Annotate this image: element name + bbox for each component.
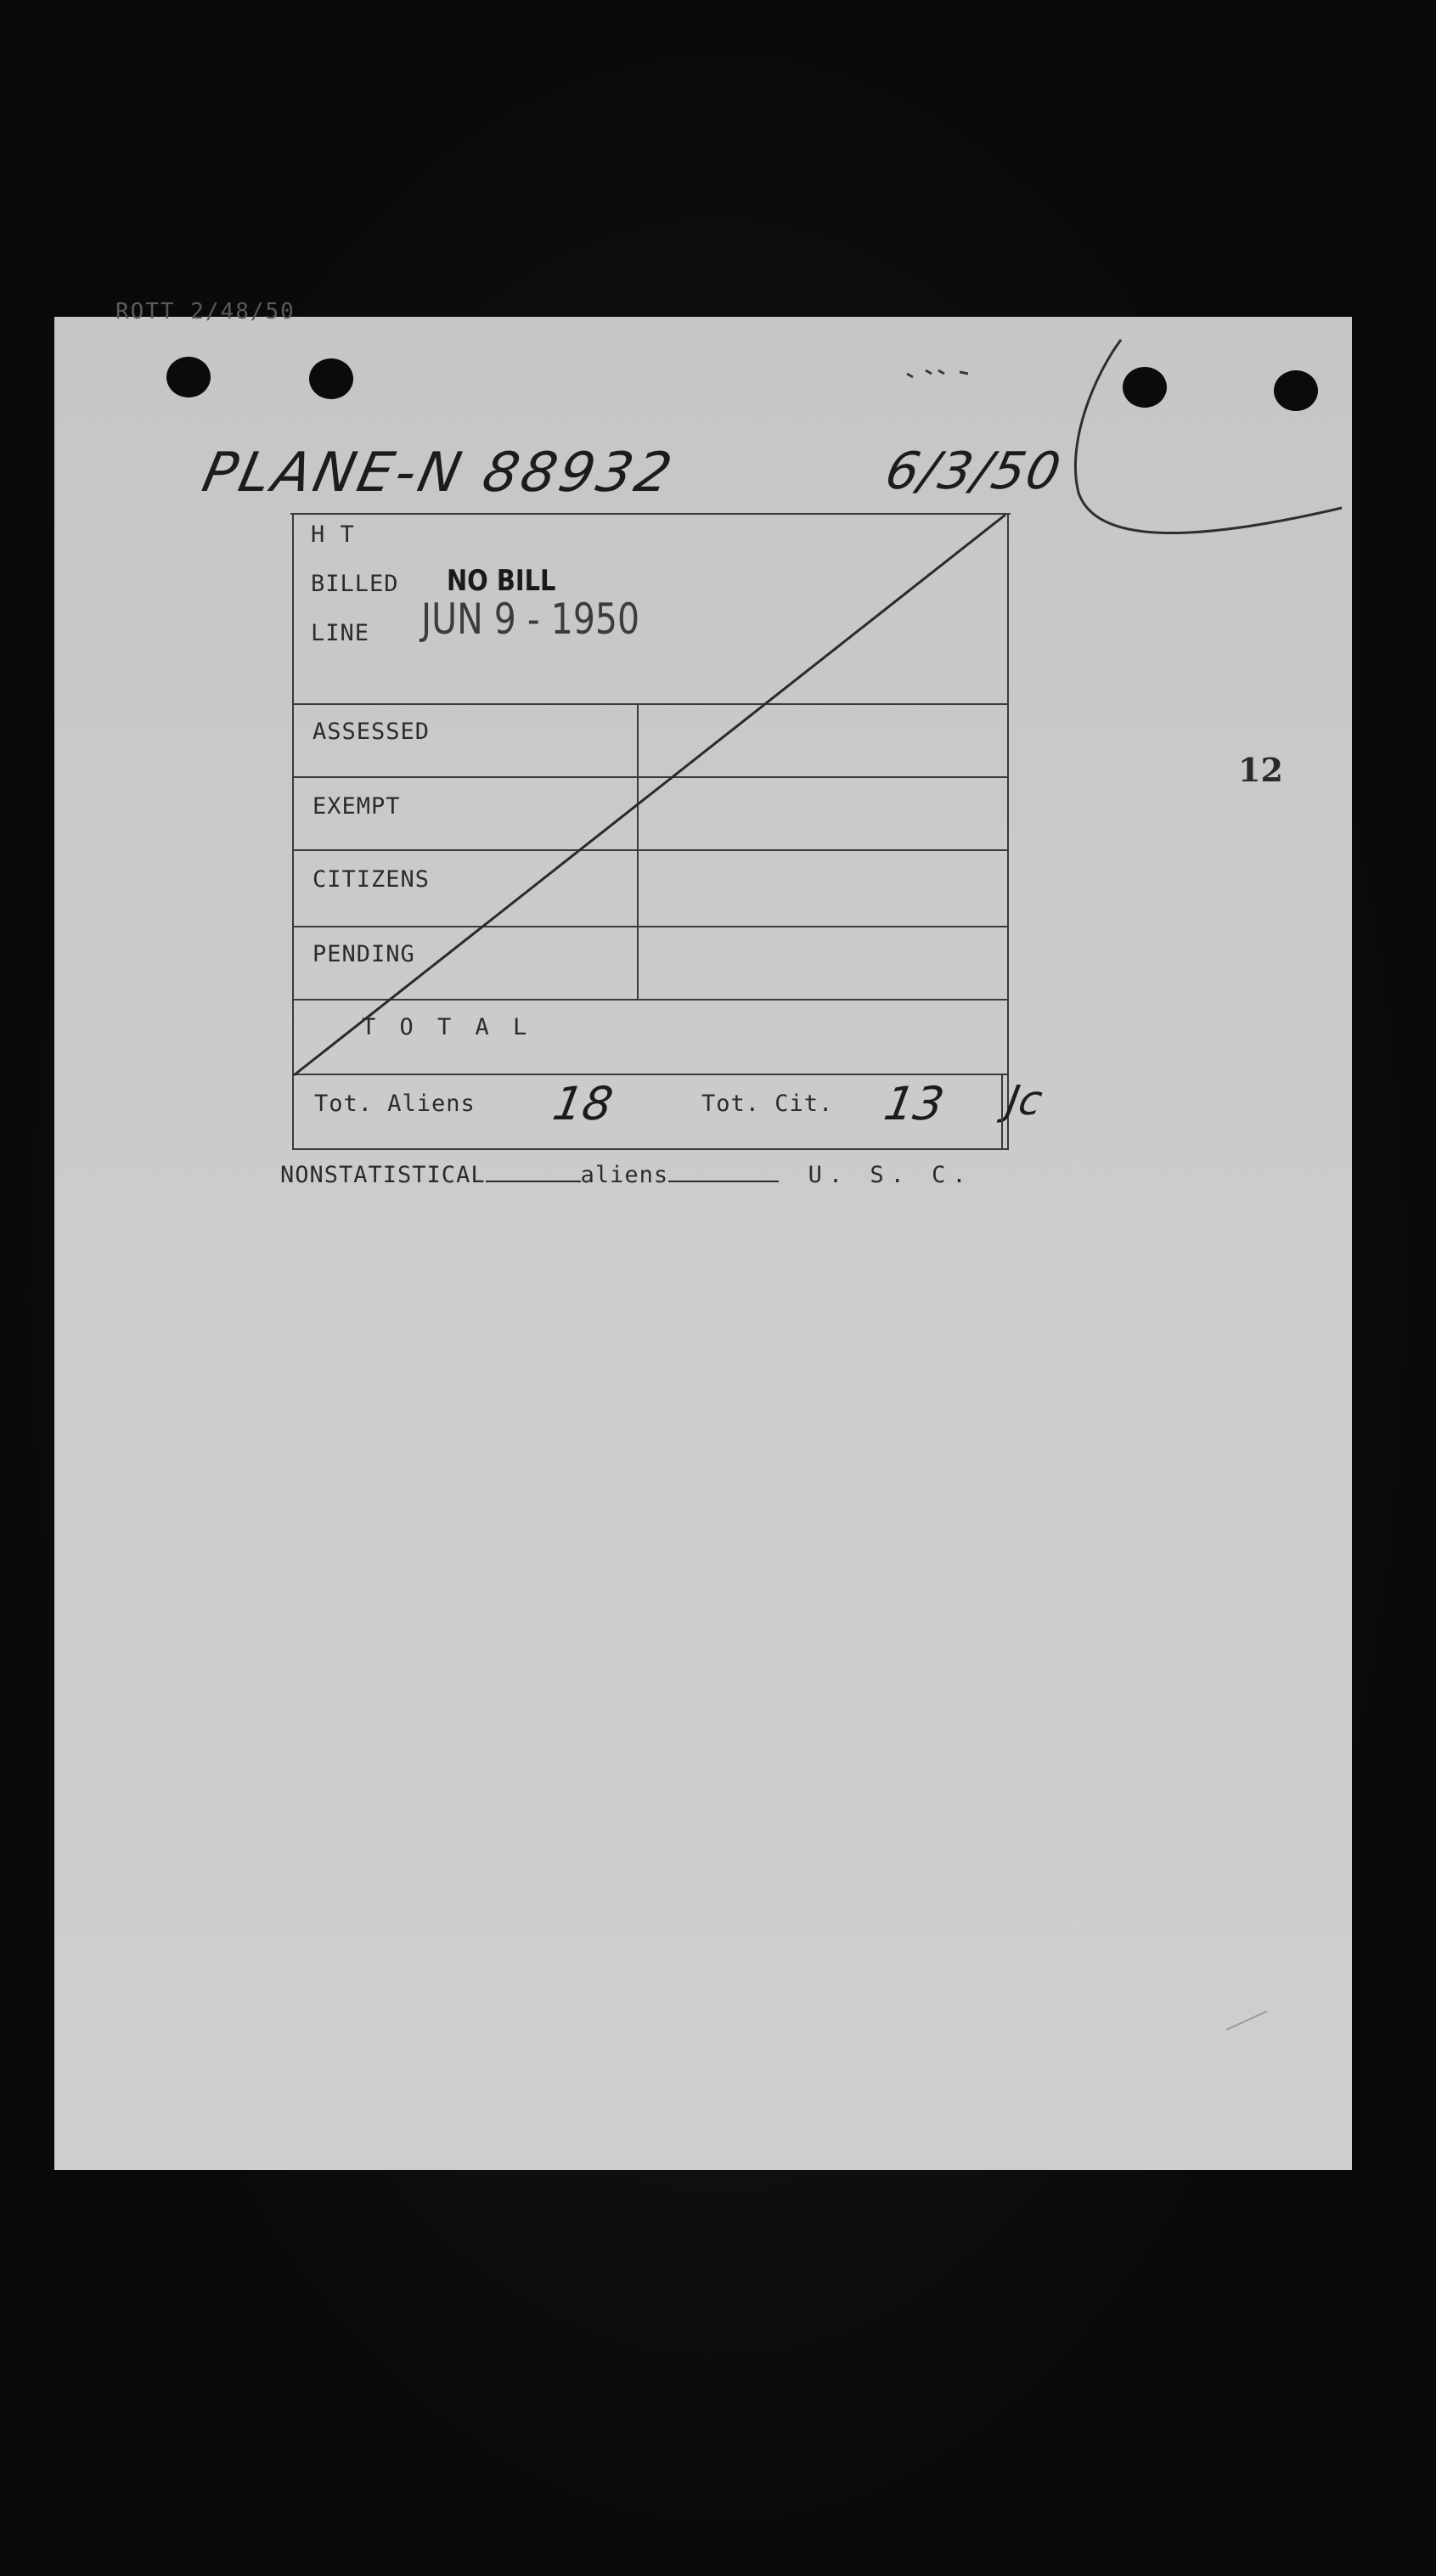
line-label: LINE — [311, 620, 370, 646]
ht-label: H T — [311, 521, 355, 548]
aliens-blank — [668, 1162, 779, 1182]
initials: Jc — [1003, 1077, 1046, 1125]
page-number: 12 — [1238, 751, 1283, 789]
handwritten-title: PLANE-N 88932 — [197, 442, 681, 504]
footer-line — [280, 1162, 973, 1188]
stamp-date: JUN 9 - 1950 — [421, 595, 640, 644]
tot-cit-label: Tot. Cit. — [701, 1091, 834, 1117]
row-label-citizens: CITIZENS — [313, 866, 431, 893]
handwritten-date: 6/3/50 — [880, 442, 1067, 501]
nonstatistical-blank — [486, 1162, 581, 1182]
header-fragment: ROTT 2/48/50 — [115, 299, 296, 324]
tot-cit-value: 13 — [880, 1077, 949, 1130]
nonstatistical-label: NONSTATISTICAL — [280, 1162, 486, 1188]
row-label-exempt: EXEMPT — [313, 793, 401, 820]
usc-label: U. S. C. — [808, 1162, 973, 1188]
row-label-pending: PENDING — [313, 941, 415, 967]
aliens-label: aliens — [580, 1162, 669, 1188]
tot-aliens-value: 18 — [549, 1077, 617, 1130]
billed-label: BILLED — [311, 571, 399, 597]
row-label-assessed: ASSESSED — [313, 719, 431, 745]
tot-aliens-label: Tot. Aliens — [314, 1091, 476, 1117]
stamp-no-bill: NO BILL — [447, 564, 556, 598]
total-label: T O T A L — [362, 1014, 532, 1040]
